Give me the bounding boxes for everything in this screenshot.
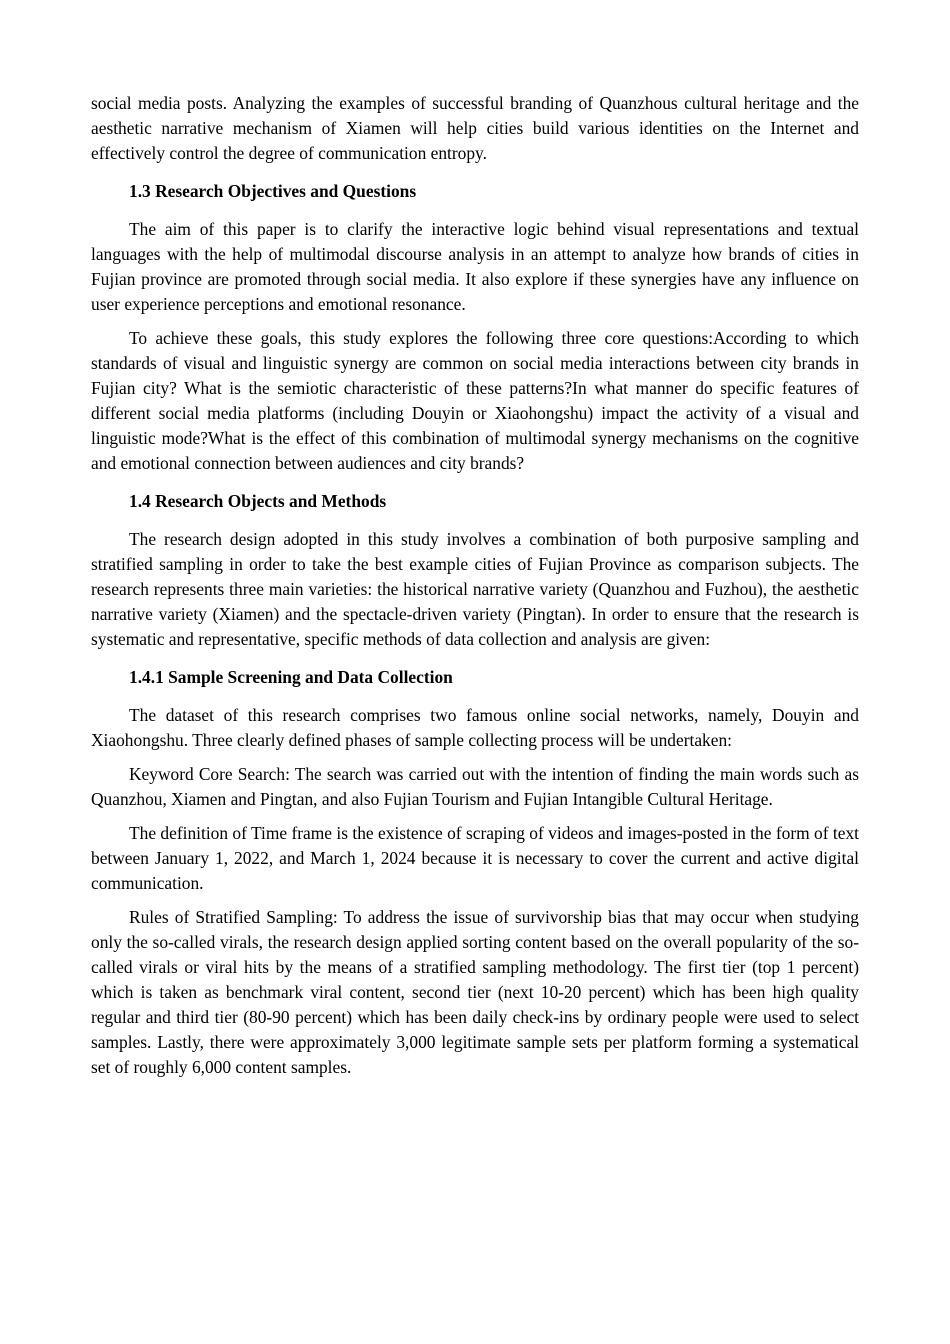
body-paragraph: Keyword Core Search: The search was carried out with the intention of finding the main words such as Quanzhou, Xiamen and Pingtan, and also Fujian Tourism and Fujian Intangible Cultural Heritage. (91, 764, 859, 809)
body-paragraph: The aim of this paper is to clarify the interactive logic behind visual representations and textual languages with the help of multimodal discourse analysis in an attempt to analyze how brands of cities in Fujian province are promoted through social media. It also explore if these synergies have any influence on user experience perceptions and emotional resonance. (91, 219, 859, 314)
body-paragraph: The dataset of this research comprises two famous online social networks, namely, Douyin and Xiaohongshu. Three clearly defined phases of sample collecting process will be undertaken: (91, 705, 859, 750)
document-page (91, 91, 859, 1089)
body-paragraph: To achieve these goals, this study explores the following three core questions:According to which standards of visual and linguistic synergy are common on social media interactions between city brands in Fujian city? What is the semiotic characteristic of these patterns?In what manner do specific features of different social media platforms (including Douyin or Xiaohongshu) impact the activity of a visual and linguistic mode?What is the effect of this combination of multimodal synergy mechanisms on the cognitive and emotional connection between audiences and city brands? (91, 328, 859, 473)
section-heading-1-4: 1.4 Research Objects and Methods (129, 491, 387, 511)
body-paragraph: Rules of Stratified Sampling: To address the issue of survivorship bias that may occur when studying only the so-called virals, the research design applied sorting content based on the overall popularity of the so-called virals or viral hits by the means of a stratified sampling methodology. The first tier (top 1 percent) which is taken as benchmark viral content, second tier (next 10-20 percent) which has been high quality regular and third tier (80-90 percent) which has been daily check-ins by ordinary people were used to select samples. Lastly, there were approximately 3,000 legitimate sample sets per platform forming a systematical set of roughly 6,000 content samples. (91, 907, 859, 1077)
section-heading-1-4-1: 1.4.1 Sample Screening and Data Collection (129, 667, 453, 687)
section-heading-1-3: 1.3 Research Objectives and Questions (129, 181, 417, 201)
body-paragraph: The definition of Time frame is the existence of scraping of videos and images-posted in the form of text between January 1, 2022, and March 1, 2024 because it is necessary to cover the current and active digital communication. (91, 823, 859, 893)
continued-paragraph: social media posts. Analyzing the examples of successful branding of Quanzhous cultural heritage and the aesthetic narrative mechanism of Xiamen will help cities build various identities on the Internet and effectively control the degree of communication entropy. (91, 93, 859, 163)
body-paragraph: The research design adopted in this study involves a combination of both purposive sampling and stratified sampling in order to take the best example cities of Fujian Province as comparison subjects. The research represents three main varieties: the historical narrative variety (Quanzhou and Fuzhou), the aesthetic narrative variety (Xiamen) and the spectacle-driven variety (Pingtan). In order to ensure that the research is systematic and representative, specific methods of data collection and analysis are given: (91, 529, 859, 649)
